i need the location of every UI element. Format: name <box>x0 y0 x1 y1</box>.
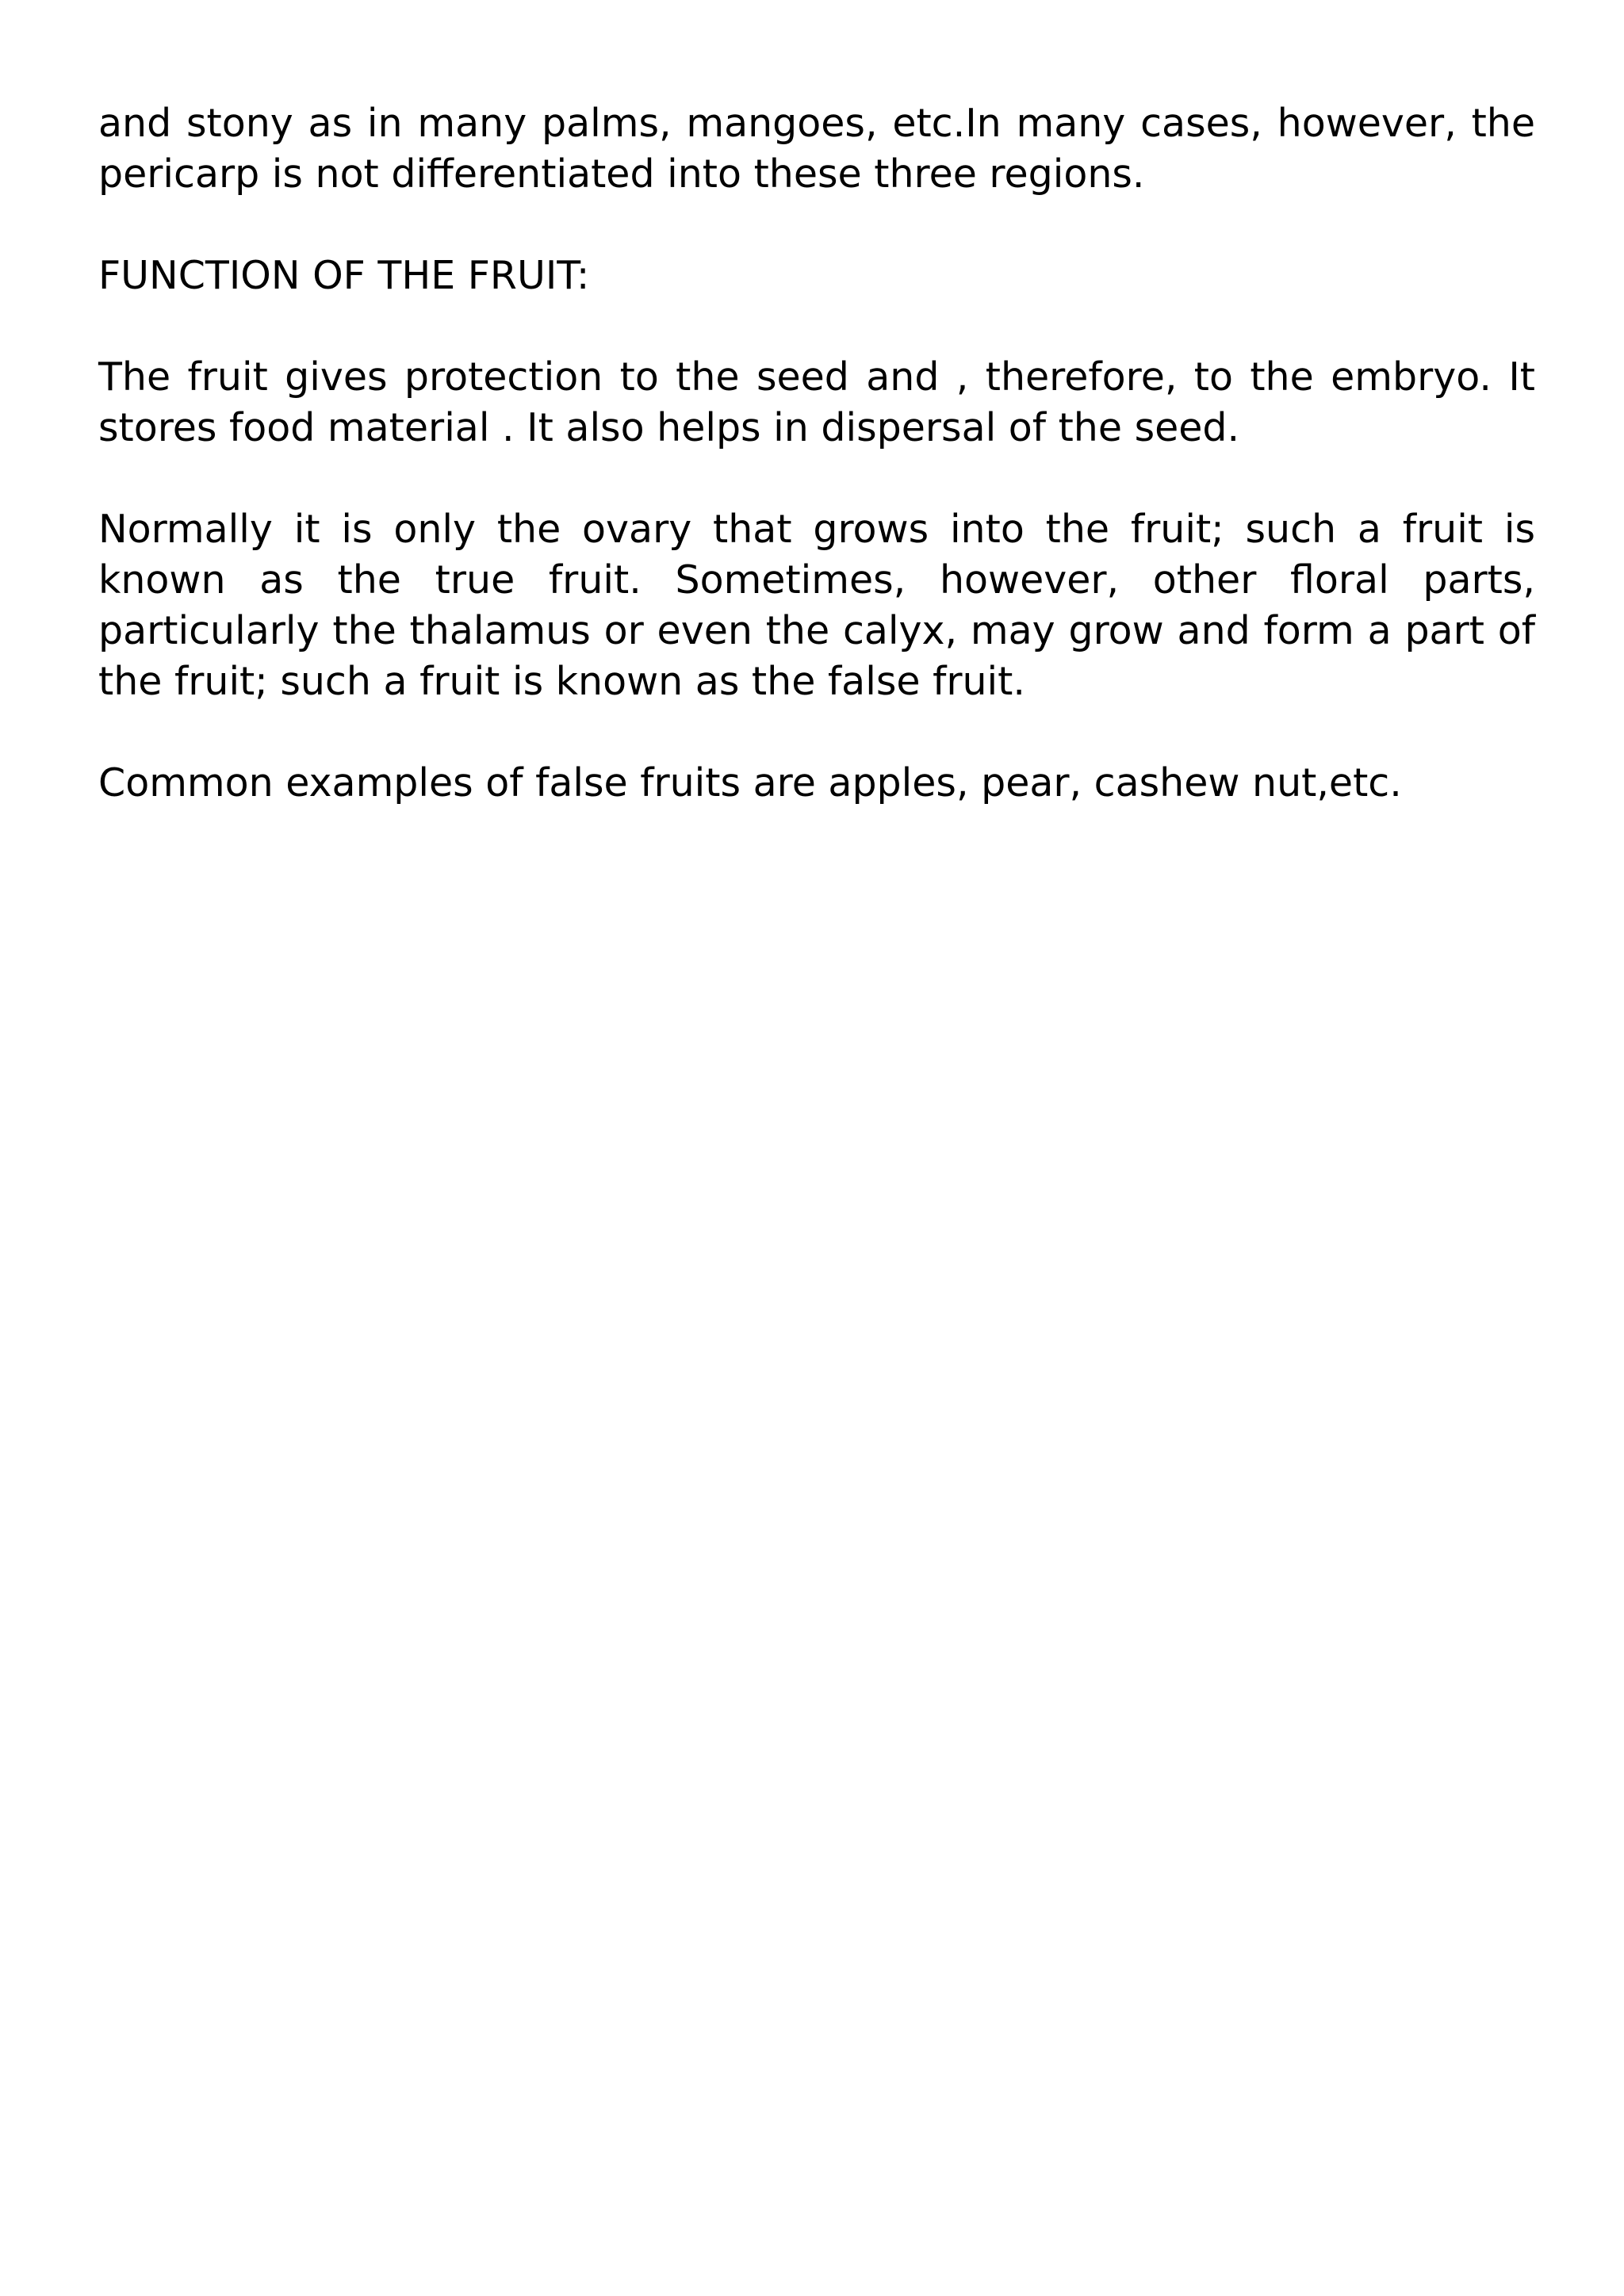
paragraph-true-false-fruit: Normally it is only the ovary that grows into the fruit; such a fruit is known as the true fruit. Sometimes, however, other floral parts, particularly the thalamus or even the calyx, may grow and form a part of the fruit; such a fruit is known as the false fruit. <box>98 507 1535 704</box>
section-heading-function-of-fruit: FUNCTION OF THE FRUIT: <box>98 253 590 298</box>
document-body <box>98 98 1535 859</box>
paragraph-false-fruit-examples: Common examples of false fruits are apples, pear, cashew nut,etc. <box>98 760 1402 806</box>
paragraph-pericarp: and stony as in many palms, mangoes, etc.In many cases, however, the pericarp is not differentiated into these three regions. <box>98 101 1535 197</box>
paragraph-fruit-function: The fruit gives protection to the seed and , therefore, to the embryo. It stores food material . It also helps in dispersal of the seed. <box>98 354 1535 450</box>
